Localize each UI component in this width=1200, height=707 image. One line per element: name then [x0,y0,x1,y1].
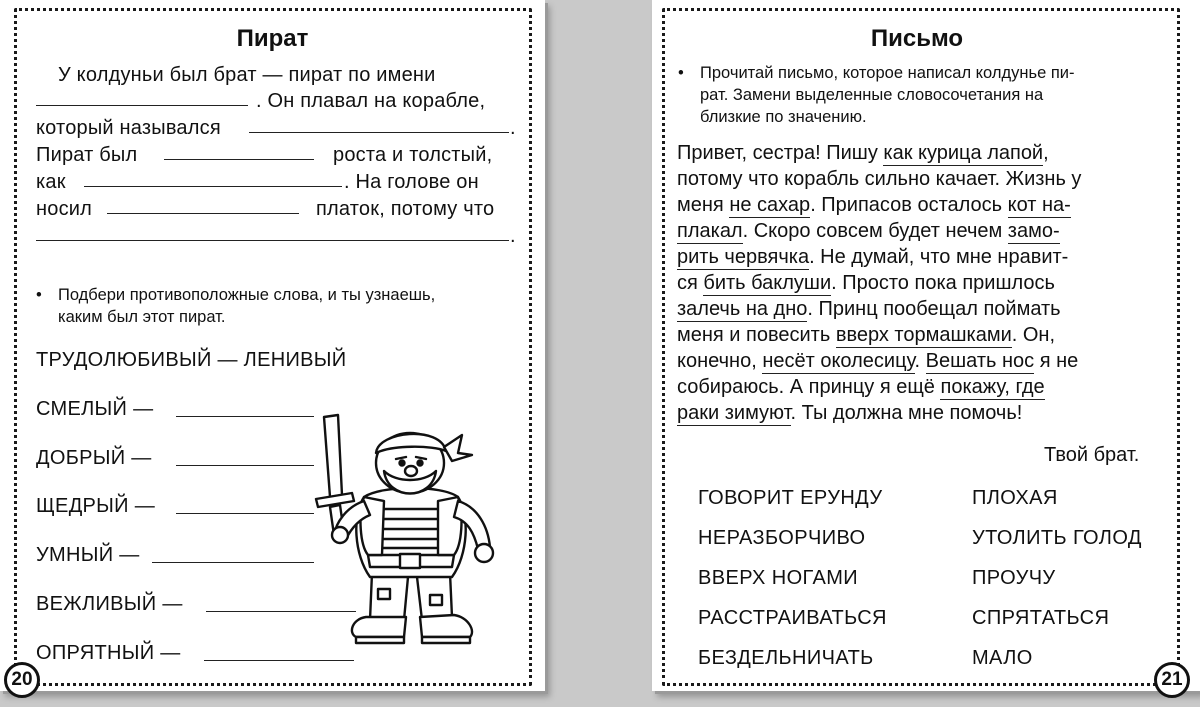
story-line: как [36,171,66,193]
option-word: МАЛО [972,647,1033,669]
task-text: Прочитай письмо, которое написал колдунье пи- [700,64,1075,82]
highlighted-phrase: раки зимуют [677,402,791,424]
highlighted-phrase: рить червячка [677,246,810,268]
task-text: Подбери противоположные слова, и ты узнаешь, [58,286,436,304]
bullet-icon: • [678,64,684,82]
answer-blank[interactable] [176,465,314,466]
option-word: ПРОУЧУ [972,567,1056,589]
highlighted-phrase: залечь на дно [677,298,808,320]
letter-text: . Принц пообещал поймать [807,298,1061,320]
letter-text: конечно, [677,350,763,372]
answer-blank[interactable] [107,213,299,214]
word-item: ОПРЯТНЫЙ — [36,642,181,664]
word-item: ВЕЖЛИВЫЙ — [36,593,183,615]
letter-line [677,376,1045,399]
highlighted-phrase: покажу, где [940,376,1045,398]
page-title: Письмо [870,25,964,52]
letter-text: я не [1034,350,1079,372]
task-text: близкие по значению. [700,108,867,126]
option-word: УТОЛИТЬ ГОЛОД [972,527,1142,549]
letter-line [677,220,1060,243]
task-instruction [36,284,526,328]
letter-line [677,402,1022,425]
story-line: Пират был [36,144,138,166]
page-title: Пират [236,25,309,52]
letter-text: . Припасов осталось [810,194,1008,216]
punctuation: . [510,117,516,139]
answer-blank[interactable] [249,132,509,133]
letter-line [677,298,1061,321]
letter-text: . Скоро совсем будет нечем [742,220,1008,242]
letter-line: потому что корабль сильно качает. Жизнь у [677,168,1082,190]
letter-text: , [1043,142,1049,164]
word-item: ДОБРЫЙ — [36,447,152,469]
option-word: ПЛОХАЯ [972,487,1058,509]
task-instruction [678,62,1178,128]
letter-text: Привет, сестра! Пишу [677,142,884,164]
option-word: НЕРАЗБОРЧИВО [698,527,866,549]
story-line: носил [36,198,93,220]
option-word: ГОВОРИТ ЕРУНДУ [698,487,883,509]
answer-blank[interactable] [36,240,509,241]
letter-signature: Твой брат. [1044,444,1140,466]
task-text: каким был этот пират. [58,308,226,326]
letter-line [677,194,1071,217]
letter-text: собираюсь. А принцу я ещё [677,376,941,398]
highlighted-phrase: как курица лапой [883,142,1044,164]
page-number: 21 [1154,662,1190,698]
story-line: У колдуньи был брат — пират по имени [58,64,436,86]
highlighted-phrase: вверх тормашками [835,324,1012,346]
answer-blank[interactable] [176,513,314,514]
highlighted-phrase: несёт околесицу [762,350,915,372]
story-line: . Он плавал на корабле, [256,90,486,112]
option-word: БЕЗДЕЛЬНИЧАТЬ [698,647,874,669]
highlighted-phrase: плакал [677,220,743,242]
option-word: ВВЕРХ НОГАМИ [698,567,859,589]
letter-text: . Просто пока пришлось [831,272,1055,294]
letter-line [677,246,1068,269]
left-page [0,0,545,691]
letter-text: . Не думай, что мне нравит- [809,246,1069,268]
highlighted-phrase: не сахар [729,194,811,216]
option-word: СПРЯТАТЬСЯ [972,607,1110,629]
answer-blank[interactable] [36,105,248,106]
letter-line [677,272,1055,295]
story-line: роста и толстый, [333,144,493,166]
answer-blank[interactable] [152,562,314,563]
word-item: УМНЫЙ — [36,544,140,566]
punctuation: . [510,225,516,247]
task-text: рат. Замени выделенные словосочетания на [700,86,1044,104]
answer-blank[interactable] [176,416,314,417]
answer-blank[interactable] [164,159,314,160]
highlighted-phrase: кот на- [1007,194,1071,216]
page-number: 20 [4,662,40,698]
highlighted-phrase: замо- [1007,220,1060,242]
highlighted-phrase: Вешать нос [925,350,1035,372]
sword-blade [324,415,342,497]
letter-text: меня и повесить [677,324,836,346]
story-line: . На голове он [344,171,479,193]
answer-blank[interactable] [84,186,342,187]
letter-text: ся [677,272,704,294]
option-word: РАССТРАИВАТЬСЯ [698,607,887,629]
answer-blank[interactable] [204,660,354,661]
word-item: СМЕЛЫЙ — [36,398,154,420]
word-item: ЩЕДРЫЙ — [36,495,156,517]
pirate-illustration [312,405,527,655]
example-pair: ТРУДОЛЮБИВЫЙ — ЛЕНИВЫЙ [36,349,347,371]
story-line: который назывался [36,117,221,139]
letter-text: . [914,350,926,372]
story-line: платок, потому что [316,198,495,220]
letter-line [677,324,1055,347]
letter-line [677,142,1049,165]
bullet-icon: • [36,286,42,304]
letter-text: меня [677,194,730,216]
letter-text: . Он, [1011,324,1056,346]
highlighted-phrase: бить баклуши [703,272,832,294]
letter-text: . Ты должна мне помочь! [790,402,1023,424]
letter-line [677,350,1078,373]
